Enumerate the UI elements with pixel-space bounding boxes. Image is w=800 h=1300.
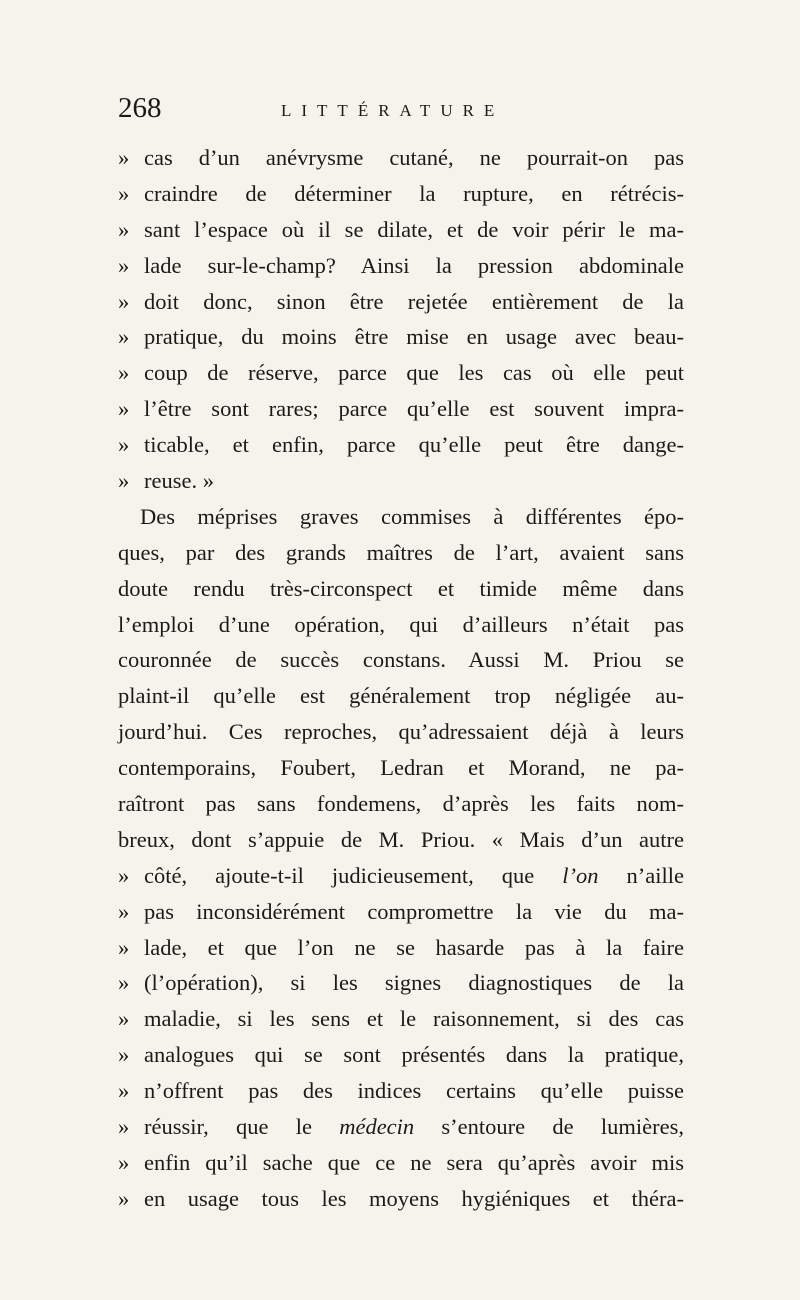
quote-mark: » bbox=[118, 288, 130, 314]
text-line bbox=[118, 1001, 684, 1037]
line-text: lade sur-le-champ? Ainsi la pression abdominale bbox=[144, 252, 684, 278]
text-line bbox=[118, 212, 684, 248]
text-line bbox=[118, 499, 684, 535]
text-line bbox=[118, 786, 684, 822]
line-text: craindre de déterminer la rupture, en rétrécis- bbox=[144, 180, 684, 206]
text-line bbox=[118, 858, 684, 894]
line-text: plaint-il qu’elle est généralement trop négligée au- bbox=[118, 683, 684, 709]
text-line bbox=[118, 176, 684, 212]
quote-mark: » bbox=[118, 862, 130, 888]
quote-mark: » bbox=[118, 180, 130, 206]
text-line bbox=[118, 463, 684, 499]
text-line bbox=[118, 284, 684, 320]
text-line bbox=[118, 750, 684, 786]
text-line bbox=[118, 822, 684, 858]
line-text: pratique, du moins être mise en usage avec beau- bbox=[144, 324, 684, 350]
text-line bbox=[118, 1073, 684, 1109]
quote-mark: » bbox=[118, 468, 130, 494]
text-line bbox=[118, 391, 684, 427]
page-number: 268 bbox=[118, 92, 162, 124]
text-line bbox=[118, 965, 684, 1001]
page-header bbox=[118, 92, 688, 132]
line-text: jourd’hui. Ces reproches, qu’adressaient déjà à leurs bbox=[118, 719, 684, 745]
line-text: analogues qui se sont présentés dans la pratique, bbox=[144, 1042, 684, 1068]
line-text: n’offrent pas des indices certains qu’elle puisse bbox=[144, 1078, 684, 1104]
line-text: ticable, et enfin, parce qu’elle peut être dange- bbox=[144, 432, 684, 458]
line-text: l’être sont rares; parce qu’elle est souvent impra- bbox=[144, 396, 684, 422]
line-text: l’emploi d’une opération, qui d’ailleurs n’était pas bbox=[118, 611, 684, 637]
text-line bbox=[118, 894, 684, 930]
line-text: côté, ajoute-t-il judicieusement, que l’on n’aille bbox=[144, 862, 684, 888]
text-line bbox=[118, 248, 684, 284]
quote-mark: » bbox=[118, 1185, 130, 1211]
text-line bbox=[118, 1109, 684, 1145]
line-text: sant l’espace où il se dilate, et de voir périr le ma- bbox=[144, 216, 684, 242]
quote-mark: » bbox=[118, 432, 130, 458]
text-line bbox=[118, 678, 684, 714]
line-text: raîtront pas sans fondemens, d’après les faits nom- bbox=[118, 791, 684, 817]
text-line bbox=[118, 571, 684, 607]
line-text: lade, et que l’on ne se hasarde pas à la faire bbox=[144, 934, 684, 960]
line-text: couronnée de succès constans. Aussi M. Priou se bbox=[118, 647, 684, 673]
line-text: contemporains, Foubert, Ledran et Morand, ne pa- bbox=[118, 755, 684, 781]
line-text: réussir, que le médecin s’entoure de lumières, bbox=[144, 1114, 684, 1140]
text-line bbox=[118, 1181, 684, 1217]
text-line bbox=[118, 535, 684, 571]
quote-mark: » bbox=[118, 934, 130, 960]
text-line bbox=[118, 607, 684, 643]
text-line bbox=[118, 1037, 684, 1073]
line-text: en usage tous les moyens hygiéniques et théra- bbox=[144, 1185, 684, 1211]
line-text: (l’opération), si les signes diagnostiques de la bbox=[144, 970, 684, 996]
line-text: enfin qu’il sache que ce ne sera qu’après avoir mis bbox=[144, 1149, 684, 1175]
running-title: LITTÉRATURE bbox=[281, 101, 505, 120]
line-text: doit donc, sinon être rejetée entièrement de la bbox=[144, 288, 684, 314]
quote-mark: » bbox=[118, 145, 130, 170]
quote-mark: » bbox=[118, 360, 130, 386]
text-line bbox=[118, 140, 684, 176]
quote-mark: » bbox=[118, 1078, 130, 1104]
line-text: maladie, si les sens et le raisonnement, si des cas bbox=[144, 1006, 684, 1032]
line-text: ques, par des grands maîtres de l’art, avaient sans bbox=[118, 539, 684, 565]
quote-mark: » bbox=[118, 1042, 130, 1068]
quote-mark: » bbox=[118, 1114, 130, 1140]
line-text: cas d’un anévrysme cutané, ne pourrait-on pas bbox=[144, 145, 684, 170]
line-text: pas inconsidérément compromettre la vie du ma- bbox=[144, 898, 684, 924]
quote-mark: » bbox=[118, 396, 130, 422]
line-text: coup de réserve, parce que les cas où elle peut bbox=[144, 360, 684, 386]
line-text: breux, dont s’appuie de M. Priou. « Mais d’un autre bbox=[118, 826, 684, 852]
body-text bbox=[118, 140, 684, 1217]
text-line bbox=[118, 1145, 684, 1181]
quote-mark: » bbox=[118, 898, 130, 924]
text-line bbox=[118, 355, 684, 391]
text-line bbox=[118, 930, 684, 966]
quote-mark: » bbox=[118, 324, 130, 350]
quote-mark: » bbox=[118, 1006, 130, 1032]
line-text: Des méprises graves commises à différentes épo- bbox=[140, 503, 684, 529]
text-line bbox=[118, 714, 684, 750]
quote-mark: » bbox=[118, 970, 130, 996]
text-line bbox=[118, 319, 684, 355]
quote-mark: » bbox=[118, 1149, 130, 1175]
line-text: reuse. » bbox=[144, 468, 214, 494]
text-line bbox=[118, 642, 684, 678]
text-line bbox=[118, 427, 684, 463]
line-text: doute rendu très-circonspect et timide même dans bbox=[118, 575, 684, 601]
quote-mark: » bbox=[118, 252, 130, 278]
quote-mark: » bbox=[118, 216, 130, 242]
